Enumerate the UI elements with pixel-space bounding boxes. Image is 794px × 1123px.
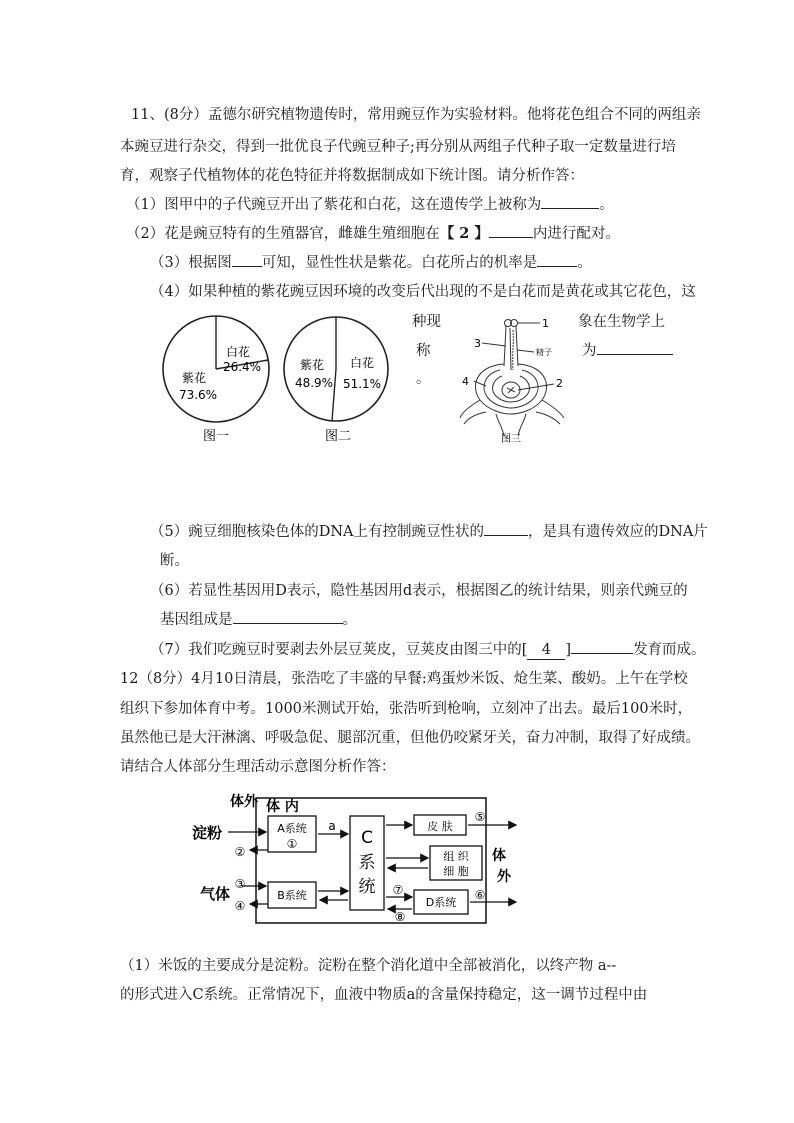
figure-3-sperm-label: 精子: [536, 348, 552, 357]
a-system-number: ①: [286, 837, 298, 851]
arrow-label-a: a: [328, 819, 336, 833]
pie-2-purple-label: 紫花: [299, 358, 325, 372]
q11-part5-mid: ，是具有遗传效应的DNA片: [528, 524, 708, 540]
q11-part1: [126, 196, 614, 214]
q11-part6-end: 。: [342, 612, 357, 628]
outside-top-label: 体外: [230, 794, 258, 810]
c-system-label-c: C: [361, 828, 373, 848]
q11-stem-line3: 育，观察子代植物体的花色特征并将数据制成如下统计图。请分析作答：: [120, 168, 584, 184]
pathway-3: ③: [234, 877, 246, 891]
q11-part4-b3: 。: [416, 371, 431, 387]
q11-part5-text: （5）豌豆细胞核染色体的DNA上有控制豌豆性状的: [150, 524, 485, 540]
answer-blank-7[interactable]: [571, 653, 633, 654]
answer-blank-3b[interactable]: [537, 266, 577, 267]
q11-part5-cont: 断。: [160, 553, 189, 569]
a-system-label: A系统: [277, 822, 307, 835]
q11-part4-c2: [582, 342, 673, 360]
q11-stem-line1: 11、(8分）孟德尔研究植物遗传时，常用豌豆作为实验材料。他将花色组合不同的两组亲: [131, 107, 701, 123]
answer-blank-5[interactable]: [484, 535, 528, 536]
q11-part2-text: （2）花是豌豆特有的生殖器官，雌雄生殖细胞在: [126, 226, 440, 242]
d-system-label: D系统: [425, 896, 457, 909]
q11-part6-cont: [160, 611, 357, 629]
skin-label: 皮 肤: [427, 820, 453, 833]
answer-blank-4[interactable]: [597, 354, 673, 355]
q11-part7-end: 发育而成。: [633, 642, 706, 658]
q12-stem-line4: 请结合人体部分生理活动示意图分析作答：: [120, 759, 396, 775]
q11-part7-number: 4: [527, 641, 565, 660]
q11-part4-c1: 象在生物学上: [578, 314, 665, 330]
pie-1-white-pct: 26.4%: [222, 360, 262, 374]
q11-part7-close: ]: [565, 642, 572, 658]
tissue-label-2: 细 胞: [443, 865, 469, 878]
b-system-label: B系统: [277, 889, 307, 902]
q11-part2-end: 内进行配对。: [532, 226, 620, 242]
q12-stem-line2: 组织下参加体育中考。1000米测试开始，张浩听到枪响，立刻冲了出去。最后100米时，: [120, 701, 693, 717]
figure-3-flower-diagram: [456, 314, 568, 448]
q11-part3-end: 。: [577, 255, 592, 271]
pie-1-white-label: 白花: [225, 345, 251, 359]
q12-stem-line3: 虽然他已是大汗淋漓、呼吸急促、腿部沉重，但他仍咬紧牙关，奋力冲制，取得了好成绩。: [120, 730, 700, 746]
q12-part1-line1: （1）米饭的主要成分是淀粉。淀粉在整个消化道中全部被消化，以终产物 a--: [120, 958, 617, 974]
q11-part1-text: （1）图甲中的子代豌豆开出了紫花和白花，这在遗传学上被称为: [126, 197, 542, 213]
pie-1-purple-label: 紫花: [181, 371, 207, 385]
q12-part1-line2: 的形式进入C系统。正常情况下，血液中物质a的含量保持稳定，这一调节过程中由: [120, 987, 648, 1003]
q11-part3-mid: 可知，显性性状是紫花。白花所占的机率是: [261, 255, 538, 271]
q11-part6: （6）若显性基因用D表示，隐性基因用d表示，根据图乙的统计结果，则亲代豌豆的: [150, 583, 688, 599]
pie-2-white-pct: 51.1%: [342, 377, 382, 391]
q11-part4-b1: 种现: [412, 314, 441, 330]
q11-part1-end: 。: [599, 197, 614, 213]
q11-part2-bracket: 【 2 】: [439, 225, 489, 242]
q11-part3: [150, 254, 592, 272]
answer-blank-1[interactable]: [541, 208, 599, 209]
figure-1-pie: [158, 312, 278, 444]
pathway-7: ⑦: [392, 883, 404, 897]
outside-right-label-1: 体: [492, 848, 506, 864]
q11-stem-line2: 本豌豆进行杂交，得到一批优良子代豌豆种子;再分别从两组子代种子取一定数量进行培: [120, 139, 676, 155]
q11-part4-c2-text: 为: [582, 343, 597, 359]
pathway-4: ④: [234, 899, 246, 913]
answer-blank-6[interactable]: [233, 623, 343, 624]
outside-right-label-2: 外: [497, 869, 511, 885]
gas-label: 气体: [200, 885, 231, 903]
q11-part4: （4）如果种植的紫花豌豆因环境的改变后代出现的不是白花而是黄花或其它花色，这: [150, 284, 696, 300]
pathway-2: ②: [234, 845, 246, 859]
q11-part7: [150, 641, 706, 660]
pathway-6: ⑥: [474, 888, 486, 902]
pathway-5: ⑤: [474, 810, 486, 824]
q11-part6-text: 基因组成是: [160, 612, 233, 628]
answer-blank-3a[interactable]: [232, 266, 262, 267]
figure-2-caption: 图二: [324, 429, 352, 444]
q11-part4-b2: 称: [416, 343, 431, 359]
figure-1-caption: 图一: [202, 429, 230, 444]
pie-2-white-label: 白花: [349, 356, 375, 370]
starch-label: 淀粉: [192, 824, 223, 842]
q11-part3-text: （3）根据图: [150, 255, 232, 271]
pie-1-purple-pct: 73.6%: [178, 388, 218, 402]
inside-label: 体 内: [266, 799, 299, 815]
figure-2-pie: [282, 312, 394, 444]
q11-part7-text: （7）我们吃豌豆时要剥去外层豆荚皮，豆荚皮由图三中的[: [150, 642, 528, 658]
figure-3-label-1: 1: [542, 317, 549, 330]
figure-3-label-4: 4: [462, 375, 469, 388]
figure-3-caption: 图三: [501, 434, 521, 445]
figure-3-label-2: 2: [556, 377, 563, 390]
q11-part5: [150, 523, 708, 541]
tissue-label-1: 组 织: [443, 850, 469, 863]
answer-blank-2[interactable]: [489, 237, 533, 238]
pie-2-purple-pct: 48.9%: [294, 376, 334, 390]
physiology-diagram: [186, 788, 522, 928]
q11-part2: [126, 225, 620, 243]
figure-3-label-3: 3: [474, 337, 481, 350]
q12-stem-line1: 12（8分）4月10日清晨，张浩吃了丰盛的早餐:鸡蛋炒米饭、炝生菜、酸奶。上午在学校: [120, 671, 688, 687]
pathway-8: ⑧: [394, 910, 406, 924]
c-system-label-tong: 统: [358, 877, 376, 897]
c-system-label-xi: 系: [358, 853, 376, 873]
